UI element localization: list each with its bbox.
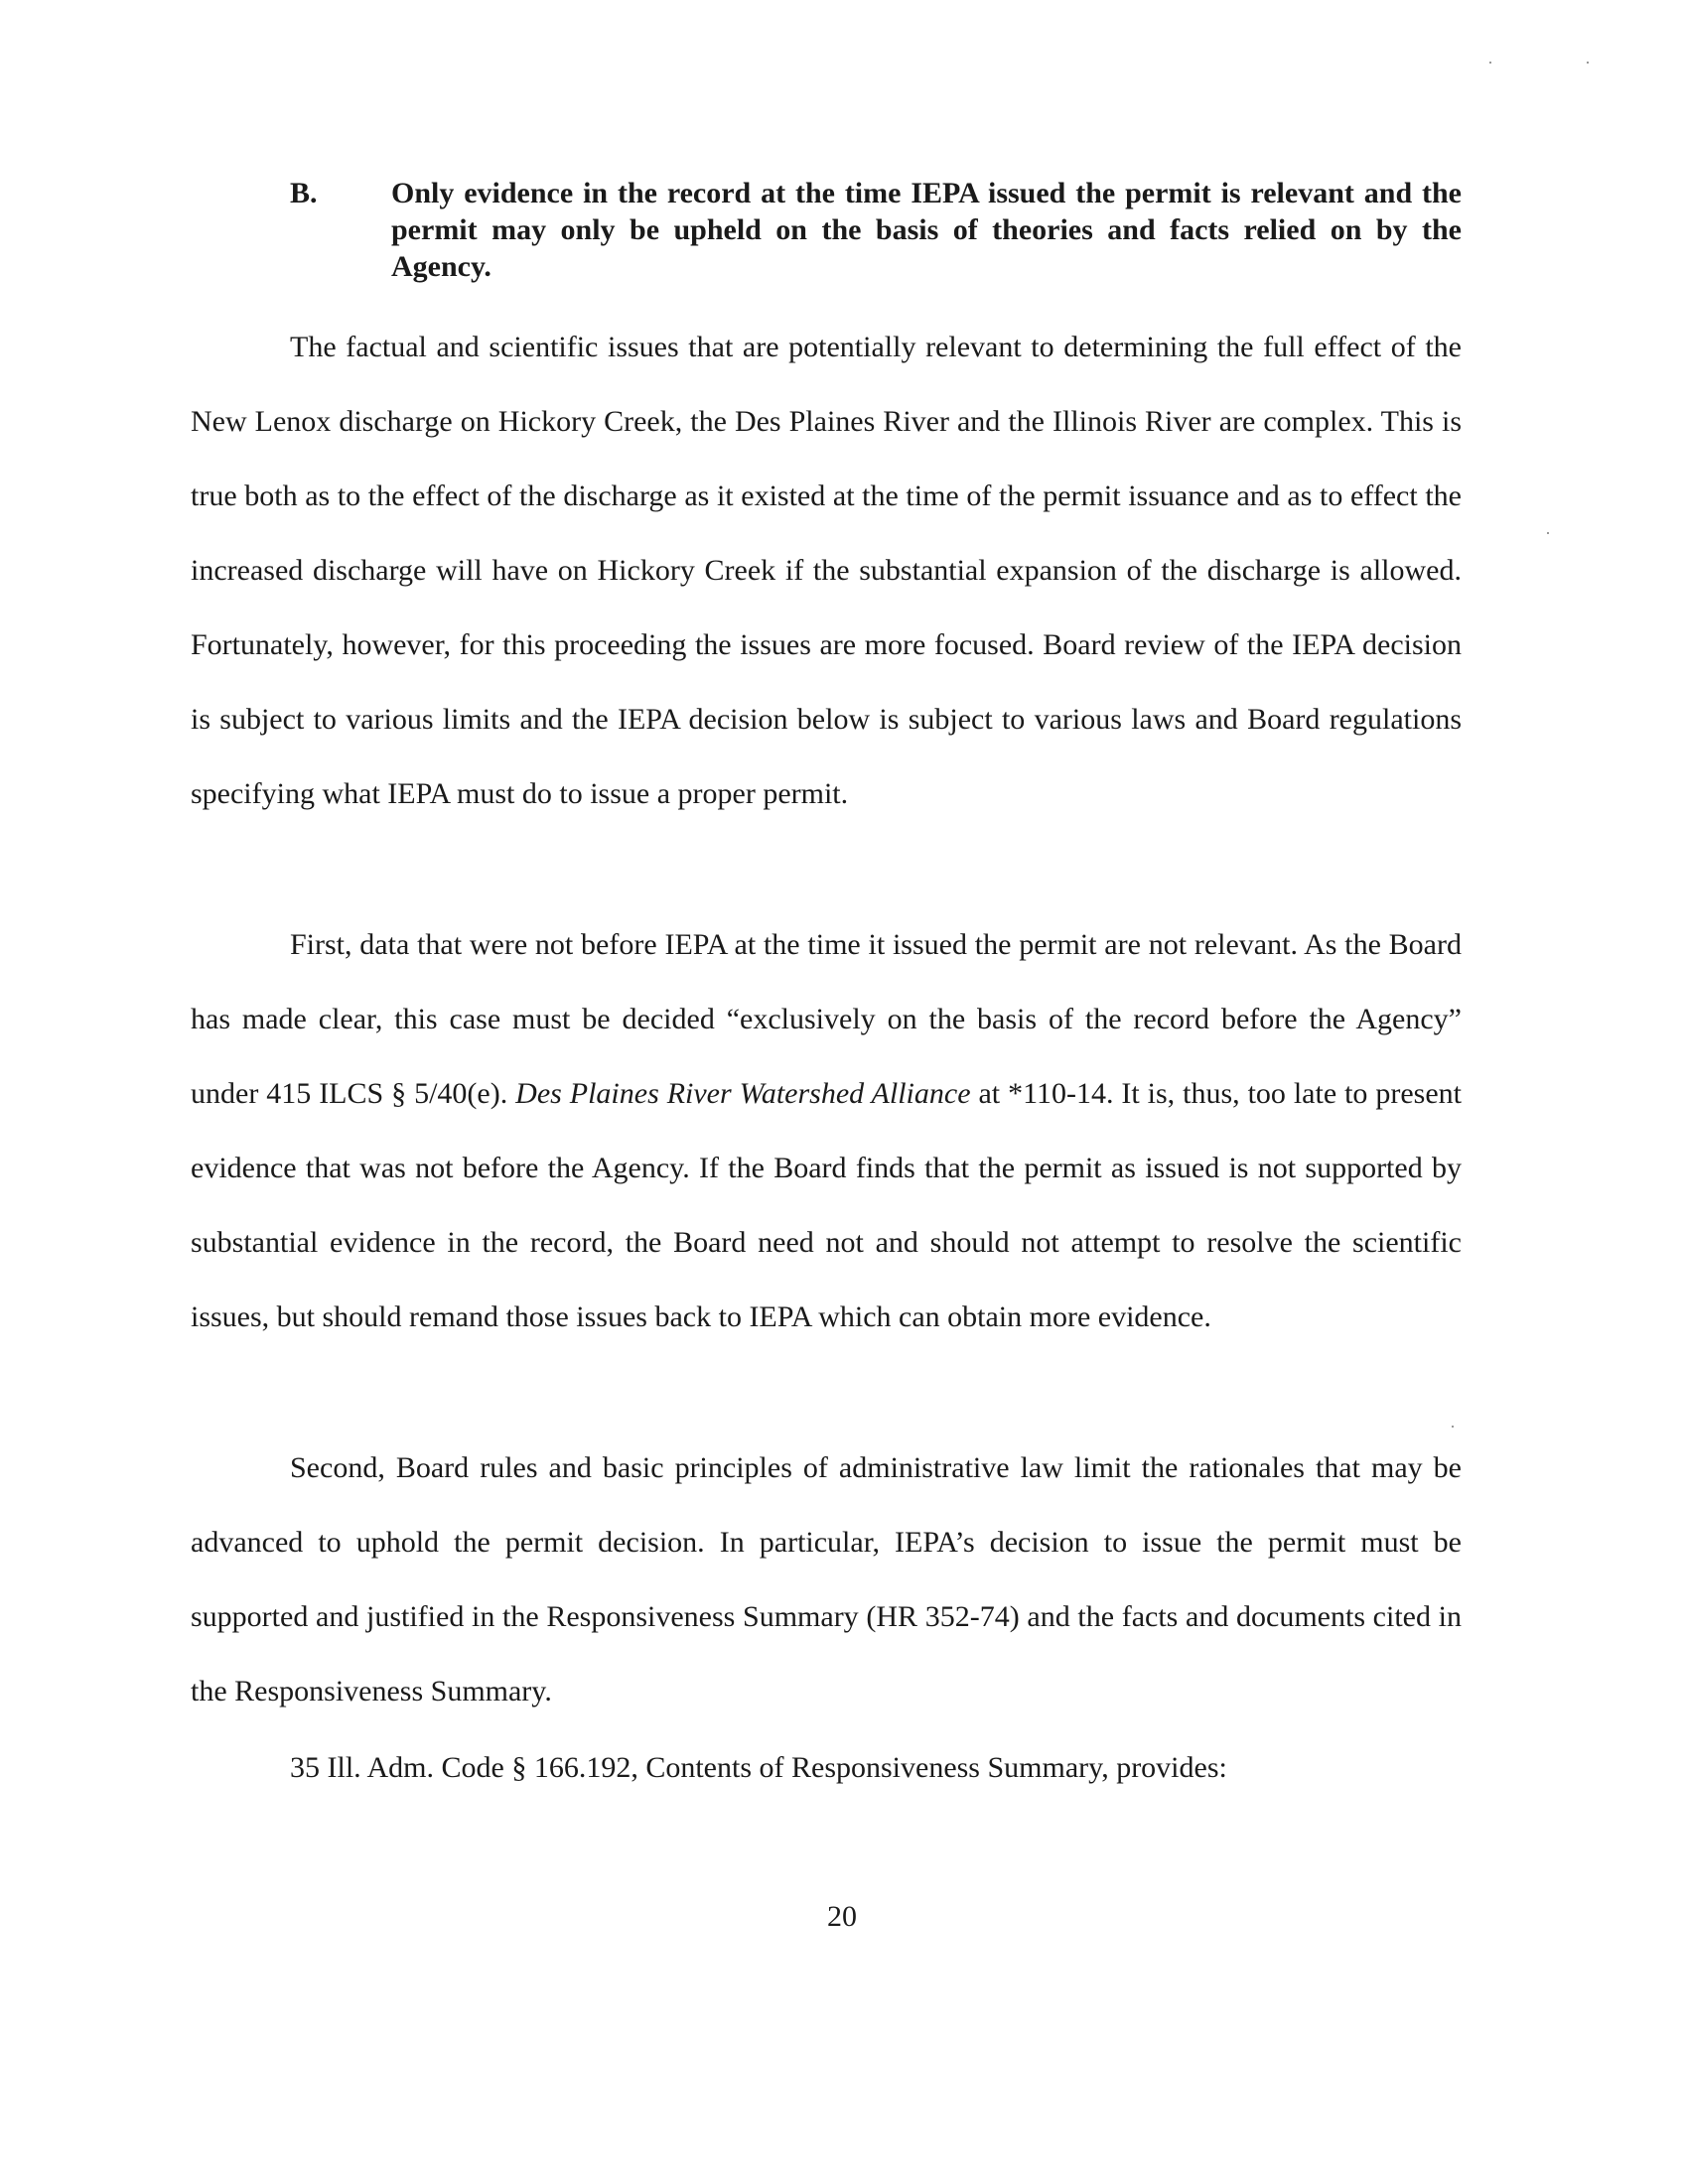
scan-speck — [1587, 62, 1589, 64]
scan-speck — [1547, 532, 1549, 534]
page-number: 20 — [827, 1900, 857, 1933]
scan-speck — [1489, 62, 1491, 64]
section-marker: B. — [290, 177, 318, 209]
paragraph-3: Second, Board rules and basic principles of administrative law limit the rationales that may be advanced to uphold the permit decision. In particular, IEPA’s decision to issue the permit must be supported and justified in the Responsiveness Summary (HR 352-74) and the facts and documents cited in the Responsiveness Summary. — [191, 1451, 1462, 1707]
section-heading — [290, 175, 1462, 285]
paragraph-4: 35 Ill. Adm. Code § 166.192, Contents of Responsiveness Summary, provides: — [290, 1751, 1227, 1784]
paragraph-2-text-start: First, data that were not before IEPA at the time it issued the permit are not relevant. As the Board has made clear, this case must be decided “exclusively on the basis of the record before the Agency” under 415 ILCS § 5/40(e). — [191, 928, 1462, 1110]
paragraph-1: The factual and scientific issues that are potentially relevant to determining the full effect of the New Lenox discharge on Hickory Creek, the Des Plaines River and the Illinois River are complex. This is true both as to the effect of the discharge as it existed at the time of the permit issuance and as to effect the increased discharge will have on Hickory Creek if the substantial expansion of the discharge is allowed. Fortunately, however, for this proceeding the issues are more focused. Board review of the IEPA decision is subject to various limits and the IEPA decision below is subject to various laws and Board regulations specifying what IEPA must do to issue a proper permit. — [191, 331, 1462, 810]
scan-speck — [1452, 1426, 1454, 1428]
section-heading-text: Only evidence in the record at the time IEPA issued the permit is relevant and the permit may only be upheld on the basis of theories and facts relied on by the Agency. — [391, 177, 1462, 283]
paragraph-2 — [191, 907, 1462, 1354]
paragraph-2-text-end: at *110-14. It is, thus, too late to present evidence that was not before the Agency. If the Board finds that the permit as issued is not supported by substantial evidence in the record, the Board need not and should not attempt to resolve the scientific issues, but should remand those issues back to IEPA which can obtain more evidence. — [191, 1077, 1462, 1333]
case-citation: Des Plaines River Watershed Alliance — [515, 1077, 971, 1110]
